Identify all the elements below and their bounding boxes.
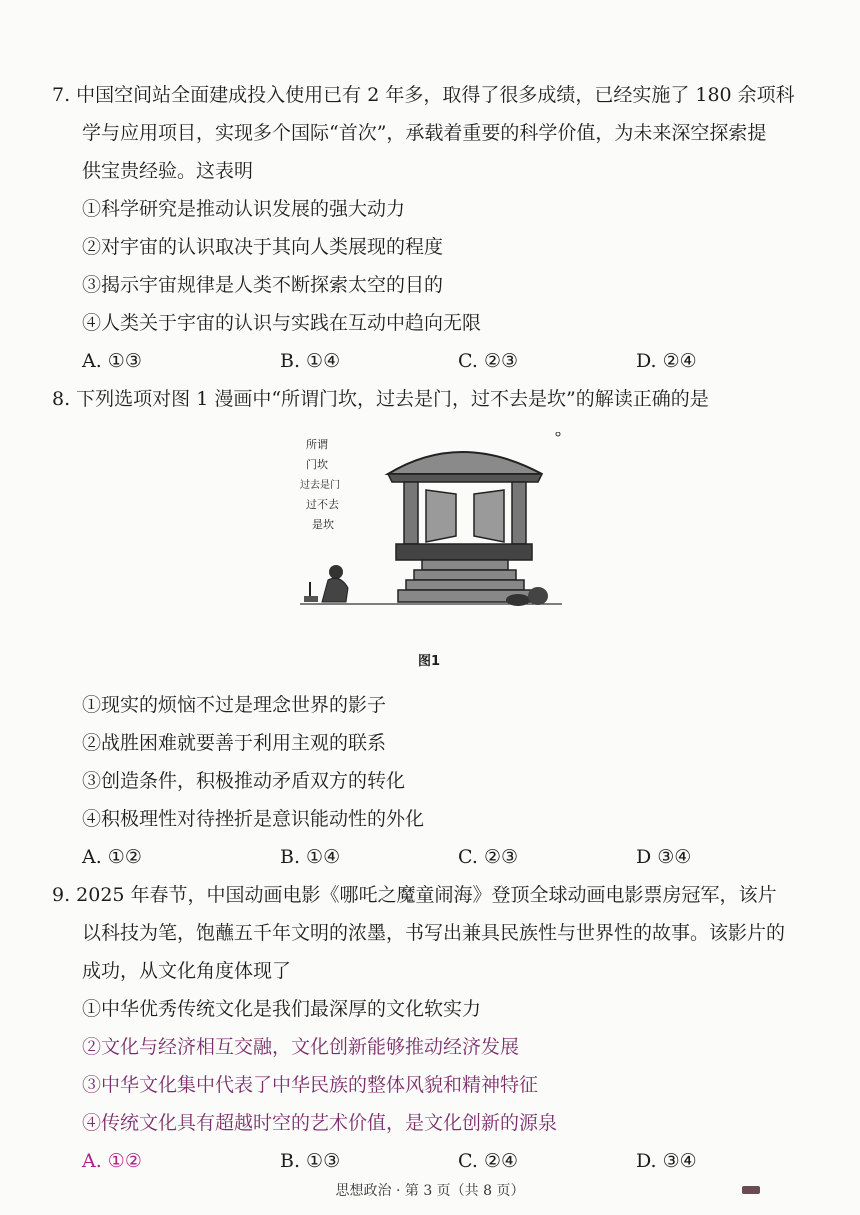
q9-option-b[interactable]: B. ①③ <box>280 1150 341 1172</box>
door-left <box>426 490 456 542</box>
question-7 <box>52 76 832 380</box>
cartoon-text-1: 所谓 <box>306 438 328 451</box>
page-footer: 思想政治 · 第 3 页（共 8 页） <box>335 1183 525 1199</box>
question-9 <box>52 876 832 1180</box>
q7-item-4: ④人类关于宇宙的认识与实践在互动中趋向无限 <box>82 312 482 334</box>
q7-option-b[interactable]: B. ①④ <box>280 350 341 372</box>
question-8-items <box>52 686 832 876</box>
cartoon-text-3: 过去是门 <box>300 480 340 491</box>
cartoon-text-4: 过不去 <box>306 498 339 511</box>
q8-option-c[interactable]: C. ②③ <box>458 846 519 868</box>
q7-stem-line-1: 7. 中国空间站全面建成投入使用已有 2 年多，取得了很多成绩，已经实施了 180 余项科 <box>52 84 795 106</box>
q7-stem-line-3: 供宝贵经验。这表明 <box>82 160 254 182</box>
q9-item-4: ④传统文化具有超越时空的艺术价值，是文化创新的源泉 <box>82 1112 558 1134</box>
q8-item-4: ④积极理性对待挫折是意识能动性的外化 <box>82 808 425 830</box>
q7-options <box>52 342 832 380</box>
cartoon-text-5: 是坎 <box>312 518 334 531</box>
q8-options <box>52 838 832 876</box>
q7-item-1: ①科学研究是推动认识发展的强大动力 <box>82 198 406 220</box>
q9-option-a[interactable]: A. ①② <box>82 1150 142 1172</box>
q9-stem-line-1: 9. 2025 年春节，中国动画电影《哪吒之魔童闹海》登顶全球动画电影票房冠军，该片 <box>52 884 777 906</box>
q9-item-3: ③中华文化集中代表了中华民族的整体风貌和精神特征 <box>82 1074 539 1096</box>
rock <box>528 587 548 605</box>
q8-option-d[interactable]: D ③④ <box>636 846 692 868</box>
q8-item-2: ②战胜困难就要善于利用主观的联系 <box>82 732 387 754</box>
q9-options <box>52 1142 832 1180</box>
q9-stem-line-2: 以科技为笔，饱蘸五千年文明的浓墨，书写出兼具民族性与世界性的故事。该影片的 <box>82 922 786 944</box>
ink-mark <box>742 1186 760 1194</box>
figure-1-cartoon <box>300 432 562 622</box>
q9-stem-line-3: 成功，从文化角度体现了 <box>82 960 292 982</box>
rock <box>506 594 530 606</box>
pavilion-roof <box>388 452 542 474</box>
q9-item-1: ①中华优秀传统文化是我们最深厚的文化软实力 <box>82 998 482 1020</box>
q9-option-c[interactable]: C. ②④ <box>458 1150 519 1172</box>
door-right <box>474 490 504 542</box>
q7-option-a[interactable]: A. ①③ <box>82 350 142 372</box>
q7-option-d[interactable]: D. ②④ <box>636 350 697 372</box>
q7-option-c[interactable]: C. ②③ <box>458 350 519 372</box>
question-8 <box>52 380 832 418</box>
cartoon-text-2: 门坎 <box>306 458 328 471</box>
cartoon-illustration <box>300 432 562 622</box>
q7-item-3: ③揭示宇宙规律是人类不断探索太空的目的 <box>82 274 444 296</box>
cartoon-caption <box>300 438 340 531</box>
q7-stem-line-2: 学与应用项目，实现多个国际“首次”，承载着重要的科学价值，为未来深空探索提 <box>82 122 767 144</box>
sitting-person <box>304 565 348 602</box>
q8-option-a[interactable]: A. ①② <box>82 846 142 868</box>
q7-item-2: ②对宇宙的认识取决于其向人类展现的程度 <box>82 236 444 258</box>
q8-stem: 8. 下列选项对图 1 漫画中“所谓门坎，过去是门，过不去是坎”的解读正确的是 <box>52 388 709 410</box>
figure-caption: 图1 <box>418 654 441 669</box>
q8-item-1: ①现实的烦恼不过是理念世界的影子 <box>82 694 387 716</box>
q8-item-3: ③创造条件，积极推动矛盾双方的转化 <box>82 770 406 792</box>
q9-item-2: ②文化与经济相互交融，文化创新能够推动经济发展 <box>82 1036 520 1058</box>
q9-option-d[interactable]: D. ③④ <box>636 1150 697 1172</box>
q8-option-b[interactable]: B. ①④ <box>280 846 341 868</box>
